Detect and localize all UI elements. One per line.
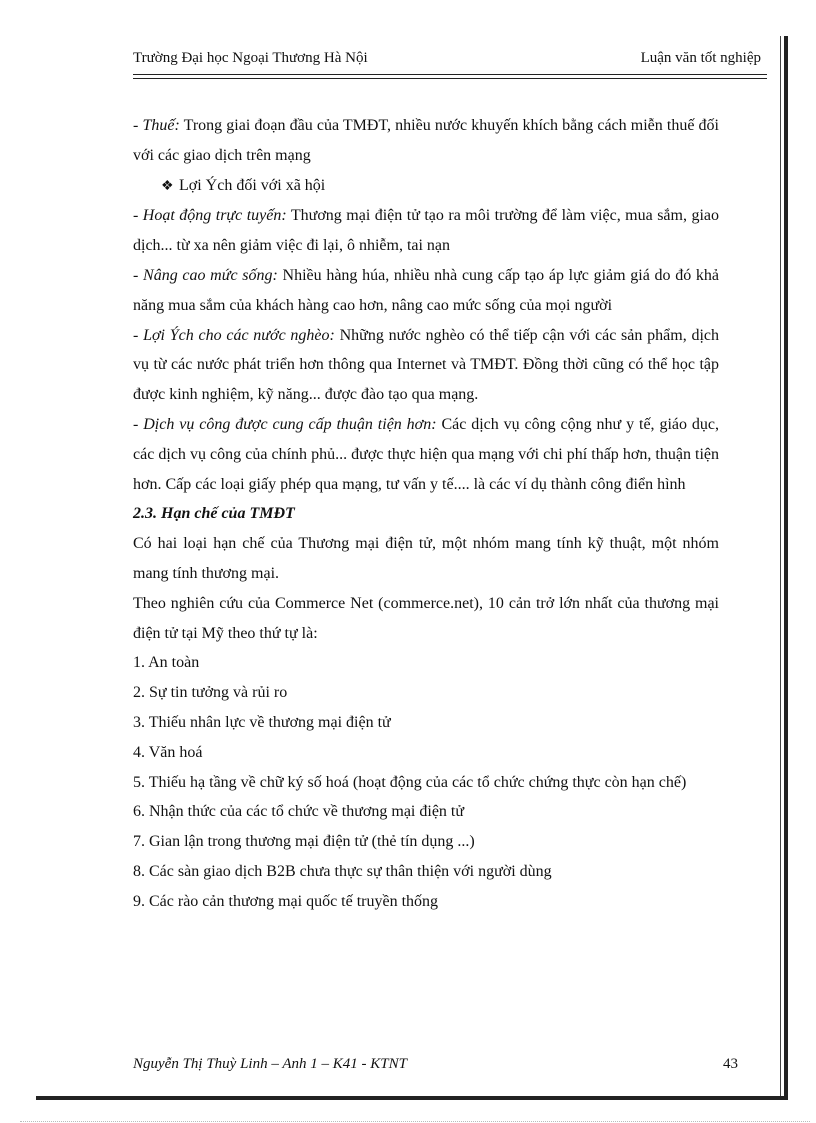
list-item: 6. Nhận thức của các tổ chức về thương mại điện tử	[133, 803, 465, 821]
list-item: 5. Thiếu hạ tầng về chữ ký số hoá (hoạt động của các tổ chức chứng thực còn hạn chế)	[133, 773, 687, 791]
list-item: 2. Sự tin tưởng và rủi ro	[133, 684, 288, 702]
page-number: 43	[723, 1056, 738, 1072]
public-text: Các dịch vụ công cộng như y tế, giáo dục, các dịch vụ công của chính phủ... được thực hiện qua mạng với chi phí thấp hơn, thuận tiện hơn. Cấp các loại giấy phép qua mạng, tư vấn y tế.... là các ví dụ thành công điển hình	[133, 415, 719, 493]
footer-author: Nguyễn Thị Thuỳ Linh – Anh 1 – K41 - KTNT	[133, 1056, 407, 1072]
page-break-dotted-line	[20, 1121, 810, 1122]
tax-paragraph	[133, 111, 719, 171]
living-text: Nhiều hàng húa, nhiều nhà cung cấp tạo áp lực giảm giá do đó khả năng mua sắm của khách hàng cao hơn, nâng cao mức sống của mọi người	[133, 266, 720, 314]
page-border-bottom	[36, 1096, 788, 1100]
list-item: 4. Văn hoá	[133, 743, 203, 761]
tax-label: - Thuế:	[133, 117, 180, 134]
public-label: - Dịch vụ công được cung cấp thuận tiện hơn:	[133, 415, 437, 433]
tax-text: Trong giai đoạn đầu của TMĐT, nhiều nước khuyến khích bằng cách miễn thuế đối với các giao dịch trên mạng	[133, 117, 720, 164]
poor-paragraph	[133, 321, 719, 410]
header-rule-bottom	[133, 78, 767, 79]
living-label: - Nâng cao mức sống:	[133, 266, 278, 284]
intro-paragraph-2: Theo nghiên cứu của Commerce Net (commerce.net), 10 cản trở lớn nhất của thương mại điện tử tại Mỹ theo thứ tự là:	[133, 594, 719, 642]
section-title: 2.3. Hạn chế của TMĐT	[133, 505, 295, 523]
list-item: 3. Thiếu nhân lực về thương mại điện tử	[133, 713, 391, 731]
poor-text: Những nước nghèo có thể tiếp cận với các sản phẩm, dịch vụ từ các nước phát triển hơn thông qua Internet và TMĐT. Đồng thời cũng có thể học tập được kinh nghiệm, kỹ năng... được đào tạo qua mạng.	[133, 326, 719, 404]
list-item: 7. Gian lận trong thương mại điện tử (thẻ tín dụng ...)	[133, 833, 475, 851]
online-text: Thương mại điện tử tạo ra môi trường để làm việc, mua sắm, giao dịch... từ xa nên giảm việc đi lại, ô nhiễm, tai nạn	[133, 207, 719, 255]
page-footer	[133, 1056, 738, 1073]
poor-label: - Lợi Ých cho các nước nghèo:	[133, 326, 335, 344]
page-border-right-thin	[780, 36, 781, 1098]
benefit-heading	[133, 171, 719, 202]
list-item: 9. Các rào cản thương mại quốc tế truyền thống	[133, 892, 439, 910]
list-item: 8. Các sàn giao dịch B2B chưa thực sự thân thiện với người dùng	[133, 862, 552, 880]
public-paragraph	[133, 410, 719, 499]
header-rule-top	[133, 74, 767, 75]
intro-paragraph-1: Có hai loại hạn chế của Thương mại điện tử, một nhóm mang tính kỹ thuật, một nhóm mang tính thương mại.	[133, 535, 719, 582]
page-border-right	[784, 36, 788, 1098]
header-school: Trường Đại học Ngoại Thương Hà Nội	[133, 50, 368, 66]
page-body	[133, 111, 719, 917]
online-label: - Hoạt động trực tuyến:	[133, 207, 287, 225]
page-header	[133, 48, 761, 70]
header-doc-type: Luận văn tốt nghiệp	[640, 50, 761, 66]
living-paragraph	[133, 261, 719, 321]
diamond-bullet-icon: ❖	[161, 178, 174, 194]
benefit-heading-text: Lợi Ých đối với xã hội	[179, 176, 326, 194]
online-paragraph	[133, 201, 719, 261]
list-item: 1. An toàn	[133, 654, 200, 672]
